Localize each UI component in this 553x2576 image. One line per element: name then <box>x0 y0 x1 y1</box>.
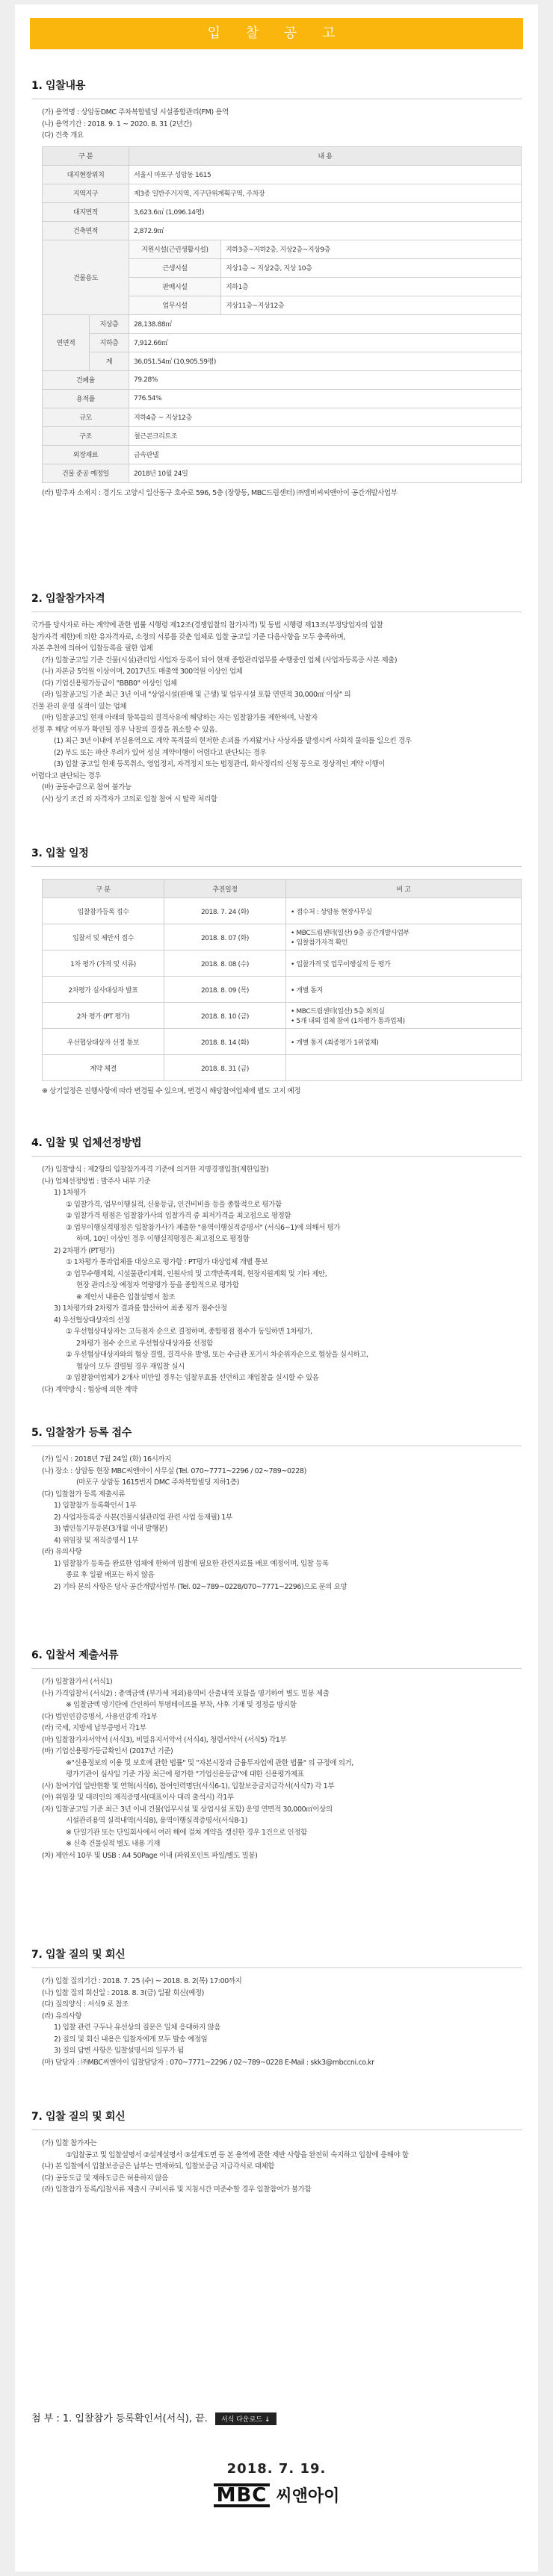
row-label: 연면적 <box>43 314 90 370</box>
row-value: 서울시 마포구 성암동 1615 <box>129 165 522 184</box>
text-line: (다) 입찰참가 등록 제출서류 <box>42 1490 126 1499</box>
mbc-logo-mark: MBC <box>214 2483 271 2507</box>
text-line: 4) 우선협상대상자의 선정 <box>54 1316 130 1325</box>
text-line: (사) 참여기업 일반현황 및 연혁(서식6), 참여인력명단(서식6-1), 입찰보증금지급각서(서식7) 각 1부 <box>42 1782 335 1791</box>
text-line: ③ 입찰참여업체가 2개사 미만일 경우는 입찰무효를 선언하고 재입찰을 실시할 수 있음 <box>66 1374 319 1382</box>
text-line: 참가자격 제한)에 의한 유자격자로, 소정의 서류를 갖춘 업체로 입찰 공고일 기준 다음사항을 모두 충족하며, <box>31 632 346 641</box>
notice-title-banner: 입 찰 공 고 <box>30 18 523 49</box>
schedule-row <box>43 898 522 924</box>
text-line: (아) 위임장 및 대리인의 재직증명서(대표이사 대리 출석시) 각1부 <box>42 1793 234 1802</box>
table-header: 구 분 <box>43 146 129 165</box>
row-value: 2018년 10월 24일 <box>129 464 522 482</box>
text-line: (나) 장소 : 상암동 현장 MBC씨앤아이 사무실 (Tel. 070~7771~2296 / 02~789~0228) <box>42 1466 306 1475</box>
row-value: 7,912.66㎡ <box>129 333 522 352</box>
text-line: ② 입찰가격 평점은 입찰참가사의 입찰가격 중 최저가격을 최고점으로 평정함 <box>66 1212 291 1220</box>
text-line: (1) 최근 3년 이내에 부실용역으로 계약 목적물의 현저한 손괴를 가져왔거나 사상자를 발생시켜 사회적 물의를 일으킨 경우 <box>54 737 412 745</box>
text-line: ※ 제안서 내용은 입찰설명서 참조 <box>76 1292 176 1301</box>
logo-text: 씨앤아이 <box>276 2487 340 2506</box>
text-line: (2) 부도 또는 파산 우려가 있어 성실 계약이행이 어렵다고 판단되는 경우 <box>54 748 267 757</box>
schedule-note: • 개별 통지 <box>286 977 522 1003</box>
row-value: 지하1층 <box>221 277 522 296</box>
registration-text <box>31 1454 522 1593</box>
schedule-date: 2018. 8. 08 (수) <box>164 951 286 977</box>
row-label: 지역지구 <box>43 184 129 202</box>
section-8 <box>31 2109 522 2196</box>
schedule-row <box>43 1055 522 1081</box>
divider <box>31 1156 522 1157</box>
text-line: ① 우선협상대상자는 고득점자 순으로 결정하며, 종합평점 점수가 동일하면 1차평가, <box>66 1328 312 1336</box>
sub-label: 지상층 <box>90 314 129 333</box>
schedule-note: • 입찰가격 및 업무이행실적 등 평가 <box>286 951 522 977</box>
notes-text <box>31 2138 522 2196</box>
text-line: 건물 관리 운영 실적이 있는 업체 <box>31 702 127 711</box>
section-title: 4. 입찰 및 업체선정방법 <box>31 1137 142 1149</box>
section-title: 7. 입찰 질의 및 회신 <box>31 1949 126 1961</box>
section-title: 5. 입찰참가 등록 접수 <box>31 1427 132 1439</box>
schedule-item: 계약 체결 <box>43 1055 164 1081</box>
schedule-item: 1차 평가 (가격 및 서류) <box>43 951 164 977</box>
table-header: 내 용 <box>129 146 522 165</box>
schedule-note: • 개별 통지 (최종평가 1위업체) <box>286 1029 522 1055</box>
form-download-button[interactable] <box>215 2412 276 2425</box>
text-line: 2) 사업자등록증 사본(건물시설관리업 관련 사업 등재필) 1부 <box>54 1513 232 1522</box>
row-value: 지상11층~지상12층 <box>221 296 522 314</box>
row-label: 건물 준공 예정일 <box>43 464 129 482</box>
text-line: (마) 입찰공고일 현재 아래의 항목들의 결격사유에 해당하는 자는 입찰참가를 제한하며, 낙찰자 <box>42 714 318 722</box>
row-label: 건물용도 <box>43 240 129 314</box>
text-line: ① 1차평가 통과업체를 대상으로 평가함 : PT평가 대상업체 개별 통보 <box>66 1258 268 1266</box>
schedule-row <box>43 977 522 1003</box>
text-line: ※ 상기일정은 진행사항에 따라 변경될 수 있으며, 변경시 해당참여업체에 별도 고지 예정 <box>42 1087 301 1095</box>
sub-label: 지하층 <box>90 333 129 352</box>
text-line: (나) 업체선정방법 : 발주사 내부 기준 <box>42 1177 151 1186</box>
text-line: 3) 질의 답변 사항은 입찰설명서의 일부가 됨 <box>54 2047 184 2055</box>
row-value: 776.54% <box>129 389 522 408</box>
schedule-table <box>42 879 522 1081</box>
schedule-item: 2차 평가 (PT 평가) <box>43 1003 164 1029</box>
text-line: (나) 본 입찰에서 입찰보증금은 납부는 면제하되, 입찰보증금 지급각서로 대체함 <box>42 2162 275 2171</box>
text-line: 선정 후 해당 여부가 확인될 경우 낙찰의 결정을 취소할 수 있음. <box>31 725 217 734</box>
text-line: (마) 입찰참가자서약서 (서식3), 비밀유지서약서 (서식4), 청렴서약서 (서식5) 각1부 <box>42 1735 287 1744</box>
section-title: 2. 입찰참가자격 <box>31 593 105 605</box>
divider <box>31 1967 522 1968</box>
schedule-row <box>43 924 522 951</box>
text-line: 어렵다고 판단되는 경우 <box>31 771 102 780</box>
text-line: 종료 후 일괄 배포는 하지 않음 <box>66 1571 155 1579</box>
text-line: ② 업무수행계획, 시설물관리계획, 인원사의 및 고객만족계획, 현장지원계획 및 기타 제안, <box>66 1269 327 1278</box>
text-line: 2차평가 점수 순으로 우선협상대상자를 선정함 <box>76 1339 213 1348</box>
text-line: (라) 국세, 지방세 납부증명서 각1부 <box>42 1724 146 1732</box>
text-line: (다) 기업신용평가등급이 "BBB0" 이상인 업체 <box>42 679 177 688</box>
schedule-note <box>286 1055 522 1081</box>
text-line: (나) 입찰 질의 회신일 : 2018. 8. 3(금) 일괄 회신(예정) <box>42 1988 204 1997</box>
text-line: 국가를 당사자로 하는 계약에 관한 법률 시행령 제12조(경쟁입찰의 참가자격) 및 동법 시행령 제13조(부정당업자의 입찰 <box>31 621 383 629</box>
row-label: 건폐율 <box>43 370 129 389</box>
text-line: (사) 상기 조건 외 자격자가 고의로 입찰 참여 시 탈락 처리함 <box>42 794 217 803</box>
company-logo <box>15 2483 538 2507</box>
text-line: 1) 1차평가 <box>54 1189 87 1197</box>
schedule-row <box>43 1029 522 1055</box>
table-header: 비 고 <box>286 880 522 898</box>
row-value: 2,872.9㎡ <box>129 221 522 240</box>
text-line: 3) 법인등기부등본(3개월 이내 발행분) <box>54 1525 167 1533</box>
sub-label: 업무시설 <box>129 296 221 314</box>
text-line: ①입찰공고 및 입찰설명서 ②설계설명서 ③설계도면 등 본 용역에 관한 제반 사항을 완전히 숙지하고 입찰에 응해야 함 <box>66 2150 409 2159</box>
sub-label: 판매시설 <box>129 277 221 296</box>
text-line: 협상이 모두 결렬될 경우 재입찰 실시 <box>76 1362 185 1371</box>
schedule-item: 입찰서 및 제안서 접수 <box>43 924 164 951</box>
section-title: 7. 입찰 질의 및 회신 <box>31 2111 126 2123</box>
divider <box>31 1668 522 1669</box>
text-line: 4) 위임장 및 재직증명서 1부 <box>54 1536 138 1545</box>
download-arrow-icon: ↓ <box>264 2416 271 2424</box>
row-value: 28,138.88㎡ <box>129 314 522 333</box>
text-line: (가) 입찰참가서 (서식1) <box>42 1678 113 1686</box>
text-line: (라) 유의사항 <box>42 2012 82 2020</box>
schedule-item: 우선협상대상자 선정 통보 <box>43 1029 164 1055</box>
attachment-line <box>31 2410 276 2425</box>
text-line: 1) 입찰참가 등록을 완료한 업체에 한하여 입찰에 필요한 관련자료를 배포 예정이며, 입찰 등록 <box>54 1559 329 1568</box>
section-3 <box>31 845 522 1098</box>
text-line: 현장 관리소장 예정자 역량평가 등을 종합적으로 평가함 <box>76 1281 239 1289</box>
text-line: 2) 질의 및 회신 내용은 입찰자에게 모두 발송 예정임 <box>54 2035 208 2044</box>
row-value: 제3종 일반주거지역, 지구단위계획구역, 주차장 <box>129 184 522 202</box>
row-label: 용적률 <box>43 389 129 408</box>
divider <box>31 2129 522 2130</box>
schedule-date: 2018. 7. 24 (화) <box>164 898 286 924</box>
text-line: (라) 입찰참가 등록/입찰서류 제출시 구비서류 및 지침시간 미준수할 경우 입찰참여가 불가함 <box>42 2185 312 2194</box>
section-4 <box>31 1135 522 1396</box>
row-value: 철근콘크리트조 <box>129 426 522 445</box>
row-value: 지하4층 ~ 지상12층 <box>129 408 522 426</box>
schedule-row <box>43 951 522 977</box>
notice-date: 2018. 7. 19. <box>226 2461 327 2477</box>
schedule-date: 2018. 8. 09 (목) <box>164 977 286 1003</box>
row-value: 36,051.54㎡ (10,905.59평) <box>129 352 522 370</box>
text-line: (가) 입찰 질의기간 : 2018. 7. 25 (수) ~ 2018. 8. 2(목) 17:00까지 <box>42 1977 242 1985</box>
text-line: (라) 유의사항 <box>42 1548 82 1556</box>
text-line: (나) 가격입찰서 (서식2) : 총액금액 (부가세 제외)용역비 산출내역 포함을 명기하여 별도 밀봉 제출 <box>42 1689 330 1698</box>
schedule-date: 2018. 8. 10 (금) <box>164 1003 286 1029</box>
sub-label: 근생시설 <box>129 258 221 277</box>
text-line: (3) 입찰 공고일 현재 등록취소, 영업정지, 자격정지 또는 법정관리, 화사정리의 신청 등으로 정상적인 계약 이행이 <box>54 760 385 768</box>
text-line: ① 입찰가격, 업무이행실적, 신용등급, 인건비비율 등을 종합적으로 평가함 <box>66 1200 282 1209</box>
text-line: (자) 입찰공고일 기준 최근 3년 이내 건물(업무시설 및 상업시설 포함) 운영 연면적 30,000㎡이상의 <box>42 1805 333 1814</box>
text-line: (가) 입찰공고일 기준 건물(시설)관리업 사업자 등록이 되어 현재 종합관리업무를 수행중인 업체 (사업자등록증 사본 제출) <box>42 656 398 665</box>
qualification-text <box>31 620 522 805</box>
sub-label: 지원시설(근린생활시설) <box>129 240 221 258</box>
text-line: 2) 기타 문의 사항은 당사 공간개발사업부 (Tel. 02~789~0228/070~7771~2296)으로 문의 요망 <box>54 1582 347 1591</box>
text-line: 1) 입찰참가 등록확인서 1부 <box>54 1502 137 1510</box>
text-line: ② 우선협상대상자와의 협상 결렬, 결격사유 발생, 또는 수급관 포기시 차순위자순으로 협상을 실시하고, <box>66 1351 368 1359</box>
section-1 <box>31 78 522 499</box>
text-line: (가) 용역명 : 상암동DMC 주차복합빌딩 시설종합관리(FM) 용역 <box>42 108 229 116</box>
schedule-row <box>43 1003 522 1029</box>
text-line: (마) 담당자 : ㈜MBC씨앤아이 입찰담당자 : 070~7771~2296 / 02~789~0228 E-Mail : skk3@mbccni.co.kr <box>42 2058 374 2067</box>
sub-label: 계 <box>90 352 129 370</box>
text-line: (다) 계약방식 : 협상에 의한 계약 <box>42 1385 138 1394</box>
row-label: 건축면적 <box>43 221 129 240</box>
text-line: (바) 공동수급으로 참여 불가능 <box>42 783 132 791</box>
table-header: 구 분 <box>43 880 164 898</box>
selection-method-text <box>31 1164 522 1396</box>
section-title: 1. 입찰내용 <box>31 80 85 92</box>
text-line: (나) 용역기간 : 2018. 9. 1 ~ 2020. 8. 31 (2년간) <box>42 119 192 128</box>
schedule-note: • MBC드림센터(일산) 5층 회의실 • 5개 내외 업체 참여 (1차평가 통과업체) <box>286 1003 522 1029</box>
text-line: (나) 자본금 5억원 이상이며, 2017년도 매출액 300억원 이상인 업체 <box>42 668 243 676</box>
text-line: 하며, 10인 이상인 경우 이행실적평정은 최고점으로 평정함 <box>76 1235 250 1243</box>
schedule-note: • 접수처 : 상암동 현장사무실 <box>286 898 522 924</box>
text-line: ※ 단일기관 또는 단일회사에서 여러 해에 걸쳐 계약을 갱신한 경우 1건으로 인정함 <box>66 1828 307 1837</box>
building-overview-table <box>42 146 522 483</box>
text-line: 자본 추천에 의하여 입찰등록을 필한 업체 <box>31 644 153 653</box>
schedule-note: • MBC드림센터(일산) 9층 공간개발사업부 • 입찰참가자격 확인 <box>286 924 522 951</box>
text-line: 3) 1차평가와 2차평가 결과를 합산하여 최종 평가 점수산정 <box>54 1304 227 1313</box>
section-title: 6. 입찰서 제출서류 <box>31 1649 119 1661</box>
schedule-date: 2018. 8. 07 (화) <box>164 924 286 951</box>
row-label: 규모 <box>43 408 129 426</box>
row-label: 구조 <box>43 426 129 445</box>
text-line: (다) 법인인감증명서, 사용인감계 각1부 <box>42 1712 158 1721</box>
section-7 <box>31 1947 522 2068</box>
text-line: (차) 제안서 10부 및 USB : A4 50Page 이내 (파워포인트 파일/별도 밀봉) <box>42 1851 258 1860</box>
divider <box>31 866 522 867</box>
schedule-item: 2차평가 실사대상자 발표 <box>43 977 164 1003</box>
text-line: (가) 일시 : 2018년 7월 24일 (화) 16시까지 <box>42 1455 171 1463</box>
row-value: 79.28% <box>129 370 522 389</box>
text-line: (라) 발주자 소재지 : 경기도 고양시 일산동구 호수로 596, 5층 (장항동, MBC드림센터) ㈜엠비씨씨앤아이 공간개발사업부 <box>42 488 398 497</box>
section-6 <box>31 1647 522 1861</box>
text-line: (마포구 상암동 1615번지 DMC 주차복합빌딩 지하1층) <box>76 1478 240 1487</box>
documents-text <box>31 1676 522 1861</box>
text-line: ※ 입찰금액 명기란에 간인하여 투명테이프를 부착, 사후 기재 및 정정을 방지함 <box>66 1701 297 1709</box>
text-line: 시설관리용역 실적내역(서식8), 용역이행실적증명서(서식8-1) <box>66 1817 247 1825</box>
row-label: 대지현장위치 <box>43 165 129 184</box>
text-line: (라) 입찰공고일 기준 최근 3년 이내 "상업시설(판매 및 근생) 및 업무시설 포함 연면적 30,000㎡ 이상" 의 <box>42 691 351 699</box>
schedule-date: 2018. 8. 31 (금) <box>164 1055 286 1081</box>
row-value: 3,623.6㎡ (1,096.14평) <box>129 202 522 221</box>
row-value: 지하3층~지하2층, 지상2층~지상9층 <box>221 240 522 258</box>
notice-page <box>15 4 538 2572</box>
text-line: 2) 2차평가 (PT평가) <box>54 1246 115 1255</box>
text-line: 평가기관이 심사일 기준 가장 최근에 평가한 "기업신용등급"에 대한 신용평가제표 <box>66 1770 304 1779</box>
download-label: 서식 다운로드 <box>220 2416 262 2424</box>
schedule-item: 입찰참가등록 접수 <box>43 898 164 924</box>
text-line: (다) 공동도급 및 재하도급은 허용하지 않음 <box>42 2174 168 2183</box>
section-2 <box>31 591 522 805</box>
text-line: 1) 입찰 관련 구두나 유선상의 질문은 일체 응대하지 않음 <box>54 2023 221 2032</box>
text-line: (가) 입찰 참가자는 <box>42 2139 97 2147</box>
section-title: 3. 입찰 일정 <box>31 847 89 859</box>
text-line: (가) 입찰방식 : 제2항의 입찰참가자격 기준에 의거한 지명경쟁입찰(제한입찰) <box>42 1166 269 1174</box>
row-value: 금속판넬 <box>129 445 522 464</box>
text-line: (바) 기업신용평가등급확인서 (2017년 기준) <box>42 1747 173 1755</box>
table-header: 추진일정 <box>164 880 286 898</box>
inquiry-text <box>31 1976 522 2068</box>
text-line: (다) 질의양식 : 서식9 로 참조 <box>42 2000 129 2009</box>
text-line: ③ 업무이행실적평정은 입찰참가사가 제출한 "용역이행실적증명서" (서식6~1)에 의해서 평가 <box>66 1223 341 1232</box>
text-line: (다) 건축 개요 <box>42 131 84 140</box>
text-line: ※"신용정보의 이용 및 보호에 관한 법률" 및 "자본시장과 금융투자업에 관한 법률" 의 규정에 의거, <box>66 1758 353 1767</box>
row-value: 지상1층 ~ 지상2층, 지상 10층 <box>221 258 522 277</box>
schedule-date: 2018. 8. 14 (화) <box>164 1029 286 1055</box>
section-5 <box>31 1425 522 1593</box>
text-line: ※ 신축 건물실적 별도 내용 기재 <box>66 1840 160 1848</box>
row-label: 외장재료 <box>43 445 129 464</box>
row-label: 대지면적 <box>43 202 129 221</box>
attachment-label: 첨 부 : 1. 입찰참가 등록확인서(서식), 끝. <box>31 2413 208 2424</box>
